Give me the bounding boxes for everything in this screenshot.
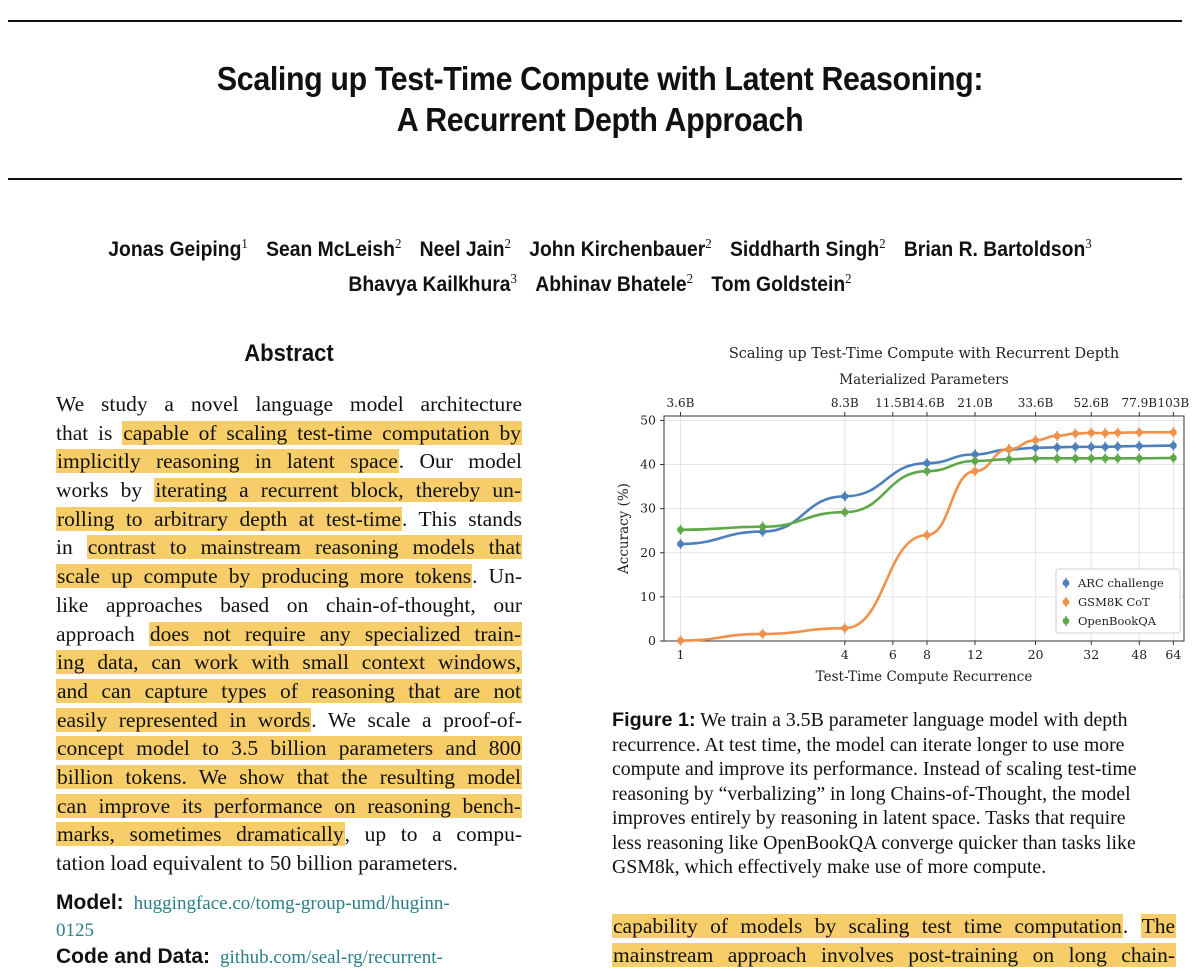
data-point bbox=[1170, 442, 1177, 449]
highlighted-text: mainstream approach involves post-training on long chain- bbox=[613, 942, 1175, 967]
y-tick-label: 50 bbox=[640, 412, 656, 428]
secondary-x-axis-label: Materialized Parameters bbox=[839, 372, 1009, 388]
data-point bbox=[1102, 430, 1109, 437]
text-span: in bbox=[56, 535, 87, 560]
x-axis-label: Test-Time Compute Recurrence bbox=[815, 669, 1033, 685]
y-tick-label: 0 bbox=[648, 633, 656, 648]
data-point bbox=[677, 526, 684, 533]
data-point bbox=[1032, 455, 1039, 462]
highlighted-text: does not require any specialized train- bbox=[149, 621, 521, 646]
data-point bbox=[972, 458, 979, 465]
abstract-line bbox=[56, 648, 522, 677]
text-span: works by bbox=[56, 478, 155, 503]
data-point bbox=[1032, 444, 1039, 451]
paper-title bbox=[48, 58, 1152, 140]
abstract-body bbox=[56, 390, 522, 878]
highlighted-text: concept model to 3.5 billion parameters and 800 bbox=[57, 736, 521, 761]
text-span: approach bbox=[56, 621, 149, 646]
figure-label: Figure 1: bbox=[612, 709, 696, 731]
text-span: that is bbox=[56, 420, 123, 445]
top-tick-label: 8.3B bbox=[830, 396, 859, 410]
title-bottom-rule bbox=[8, 178, 1182, 180]
model-link-continued[interactable]: 0125 bbox=[56, 920, 94, 941]
highlighted-text: can improve its performance on reasoning bench- bbox=[57, 793, 521, 818]
highlighted-text: scale up compute by producing more tokens bbox=[57, 564, 472, 589]
code-link[interactable]: github.com/seal-rg/recurrent- bbox=[220, 947, 443, 968]
x-tick-label: 4 bbox=[840, 647, 849, 662]
data-point bbox=[1054, 455, 1061, 462]
author-list bbox=[48, 230, 1152, 300]
data-point bbox=[1054, 432, 1061, 439]
y-tick-label: 10 bbox=[640, 588, 656, 604]
data-point bbox=[1114, 455, 1121, 462]
abstract-line bbox=[56, 677, 522, 706]
text-span: . This stands bbox=[402, 506, 522, 531]
data-point bbox=[1170, 455, 1177, 462]
highlighted-text: capability of models by scaling test time computation bbox=[613, 914, 1122, 938]
data-point bbox=[1114, 443, 1121, 450]
legend-marker bbox=[1063, 618, 1070, 625]
highlighted-text: and can capture types of reasoning that are not bbox=[57, 678, 521, 703]
data-point bbox=[759, 523, 766, 530]
legend-label: GSM8K CoT bbox=[1078, 595, 1150, 609]
data-point bbox=[677, 541, 684, 548]
legend-label: OpenBookQA bbox=[1078, 614, 1157, 628]
figure-1 bbox=[606, 336, 1200, 696]
resource-links: Model: huggingface.co/tomg-group-umd/huginn- 0125 Code and Data: github.com/seal-rg/recurrent- bbox=[56, 891, 450, 968]
highlighted-text: capable of scaling test-time computation by bbox=[123, 420, 521, 445]
y-tick-label: 40 bbox=[640, 456, 656, 472]
top-tick-label: 103B bbox=[1157, 396, 1190, 410]
model-label: Model bbox=[56, 891, 117, 914]
highlighted-text: rolling to arbitrary depth at test-time bbox=[57, 506, 402, 531]
abstract-line bbox=[56, 734, 522, 763]
data-point bbox=[1088, 443, 1095, 450]
abstract-line bbox=[56, 706, 522, 735]
text-span: tation load equivalent to 50 billion parameters. bbox=[56, 851, 458, 875]
figure-caption bbox=[612, 708, 1172, 880]
caption-line: less reasoning like OpenBookQA converge quicker than tasks like bbox=[612, 831, 1136, 854]
data-point bbox=[1170, 429, 1177, 436]
code-label: Code and Data bbox=[56, 945, 204, 968]
text-span: . Our model bbox=[398, 449, 522, 474]
text-span: We study a novel language model architecture bbox=[56, 392, 522, 416]
right-column-text bbox=[612, 912, 1176, 969]
model-link[interactable]: huggingface.co/tomg-group-umd/huginn- bbox=[133, 893, 450, 914]
abstract-line bbox=[56, 533, 522, 562]
top-tick-label: 33.6B bbox=[1017, 396, 1054, 410]
highlighted-text: implicitly reasoning in latent space bbox=[57, 449, 398, 474]
data-point bbox=[1072, 443, 1079, 450]
legend-label: ARC challenge bbox=[1078, 576, 1164, 590]
body-line bbox=[612, 941, 1176, 970]
highlighted-text: The bbox=[1141, 914, 1175, 938]
author: Abhinav Bhatele$^2$ bbox=[535, 272, 694, 296]
data-point bbox=[1088, 455, 1095, 462]
data-point bbox=[1006, 446, 1013, 453]
highlighted-text: easily represented in words bbox=[57, 707, 311, 732]
data-point bbox=[1072, 430, 1079, 437]
abstract-line bbox=[56, 620, 522, 649]
author: Siddharth Singh$^2$ bbox=[729, 237, 886, 261]
abstract-line bbox=[56, 792, 522, 821]
caption-line: recurrence. At test time, the model can iterate longer to use more bbox=[612, 733, 1125, 756]
y-axis-label: Accuracy (%) bbox=[616, 483, 632, 574]
caption-line: compute and improve its performance. Instead of scaling test-time bbox=[612, 758, 1137, 780]
legend-marker bbox=[1063, 580, 1070, 587]
abstract-line bbox=[56, 390, 522, 419]
x-tick-label: 32 bbox=[1083, 647, 1100, 662]
abstract-line bbox=[56, 505, 522, 534]
author: Brian R. Bartoldson$^3$ bbox=[903, 237, 1092, 261]
abstract-line bbox=[56, 419, 522, 448]
data-point bbox=[1102, 443, 1109, 450]
y-tick-label: 20 bbox=[640, 544, 656, 560]
chart bbox=[606, 336, 1200, 696]
data-point bbox=[1136, 455, 1143, 462]
data-point bbox=[841, 509, 848, 516]
x-tick-label: 48 bbox=[1131, 647, 1148, 662]
abstract-line bbox=[56, 849, 522, 878]
data-point bbox=[759, 631, 766, 638]
top-tick-label: 14.6B bbox=[909, 396, 945, 410]
x-tick-label: 6 bbox=[888, 647, 897, 662]
data-point bbox=[1088, 429, 1095, 436]
abstract-line bbox=[56, 820, 522, 849]
data-point bbox=[1032, 437, 1039, 444]
top-tick-label: 52.6B bbox=[1073, 396, 1110, 410]
data-point bbox=[677, 637, 684, 644]
text-span: . We scale a proof-of- bbox=[311, 707, 522, 732]
abstract-line bbox=[56, 591, 522, 620]
abstract-heading: Abstract bbox=[244, 340, 334, 367]
abstract-line bbox=[56, 562, 522, 591]
caption-line: GSM8k, which effectively make use of more compute. bbox=[612, 856, 1047, 878]
data-point bbox=[924, 468, 931, 475]
caption-line: reasoning by “verbalizing” in long Chains-of-Thought, the model bbox=[612, 782, 1131, 805]
chart-title: Scaling up Test-Time Compute with Recurrent Depth bbox=[728, 346, 1120, 362]
data-point bbox=[1136, 429, 1143, 436]
top-tick-label: 77.9B bbox=[1121, 396, 1158, 410]
data-point bbox=[1054, 444, 1061, 451]
top-tick-label: 11.5B bbox=[875, 396, 911, 410]
title-line-2: A Recurrent Depth Approach bbox=[396, 101, 804, 138]
top-tick-label: 21.0B bbox=[957, 396, 993, 410]
data-point bbox=[924, 532, 931, 539]
x-tick-label: 64 bbox=[1165, 647, 1182, 662]
legend-marker bbox=[1063, 599, 1070, 606]
abstract-line bbox=[56, 763, 522, 792]
data-point bbox=[1072, 455, 1079, 462]
author: Sean McLeish$^2$ bbox=[266, 237, 402, 261]
x-tick-label: 12 bbox=[967, 647, 983, 662]
x-tick-label: 8 bbox=[922, 647, 931, 662]
data-point bbox=[924, 460, 931, 467]
top-rule bbox=[8, 20, 1182, 22]
highlighted-text: marks, sometimes dramatically bbox=[57, 822, 344, 847]
caption-line: We train a 3.5B parameter language model with depth bbox=[695, 709, 1128, 731]
author: John Kirchenbauer$^2$ bbox=[529, 237, 712, 261]
data-point bbox=[1114, 429, 1121, 436]
data-point bbox=[1006, 456, 1013, 463]
data-point bbox=[1136, 443, 1143, 450]
y-tick-label: 30 bbox=[640, 500, 656, 516]
data-point bbox=[841, 493, 848, 500]
title-line-1: Scaling up Test-Time Compute with Latent Reasoning: bbox=[216, 60, 984, 97]
abstract-line bbox=[56, 476, 522, 505]
author: Bhavya Kailkhura$^3$ bbox=[348, 272, 517, 296]
text-span: like approaches based on chain-of-thought, our bbox=[56, 592, 522, 617]
data-point bbox=[841, 625, 848, 632]
data-point bbox=[972, 468, 979, 475]
text-span: , up to a compu- bbox=[344, 822, 522, 847]
text-span: . Un- bbox=[472, 564, 522, 589]
highlighted-text: iterating a recurrent block, thereby un- bbox=[155, 478, 521, 503]
author: Jonas Geiping$^1$ bbox=[108, 237, 248, 261]
x-tick-label: 20 bbox=[1027, 647, 1044, 662]
caption-line: improves entirely by reasoning in latent space. Tasks that require bbox=[612, 807, 1126, 829]
text-span: . bbox=[1122, 914, 1141, 938]
highlighted-text: ing data, can work with small context windows, bbox=[57, 650, 521, 675]
highlighted-text: contrast to mainstream reasoning models that bbox=[87, 535, 521, 560]
top-tick-label: 3.6B bbox=[666, 396, 695, 410]
x-tick-label: 1 bbox=[676, 647, 685, 662]
author: Tom Goldstein$^2$ bbox=[711, 272, 852, 296]
author: Neel Jain$^2$ bbox=[419, 237, 511, 261]
body-line bbox=[612, 912, 1176, 941]
highlighted-text: billion tokens. We show that the resulting model bbox=[57, 764, 521, 789]
data-point bbox=[1102, 455, 1109, 462]
abstract-line bbox=[56, 447, 522, 476]
